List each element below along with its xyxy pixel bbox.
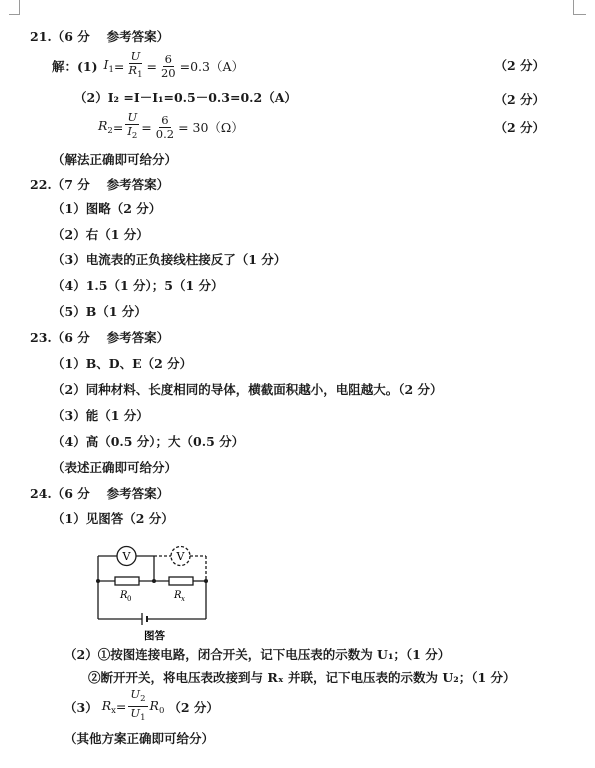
q21-i1-value-denominator: 20 (160, 65, 176, 80)
r0-label: R (120, 590, 128, 601)
q24-rx-r0-symbol: R (149, 697, 159, 713)
q24-header: 24.（6 分 参考答案） (30, 486, 170, 501)
q22-item-2: （2）右（1 分） (52, 227, 149, 242)
q24-rx-denominator: U (130, 706, 141, 720)
page-corner-mark-left (9, 0, 20, 15)
q21-i1-points: （2 分） (494, 58, 545, 73)
q21-i1-fraction (126, 50, 144, 82)
q21-i1-denominator-subscript: 1 (137, 70, 143, 80)
rx-subscript: x (181, 595, 185, 603)
q24-rx-denominator-subscript: 1 (140, 713, 146, 723)
resistor-r0 (115, 577, 139, 585)
q24-rx-r0-subscript: 0 (158, 705, 165, 716)
resistor-rx (169, 577, 193, 585)
q24-item-2a: （2）①按图连接电路，闭合开关，记下电压表的示数为 U₁；（1 分） (64, 647, 451, 662)
q24-rx-numerator-subscript: 2 (140, 694, 146, 704)
voltmeter-label: V (122, 550, 131, 563)
q22-item-5: （5）B（1 分） (52, 304, 147, 319)
q21-i1-numerator: U (130, 49, 141, 63)
q21-i1-value-numerator: 6 (164, 51, 172, 66)
circuit-diagram (92, 540, 214, 644)
q21-solve-label: 解：(1) (52, 59, 98, 74)
q21-r2-points: （2 分） (494, 120, 545, 135)
q21-r2-value-fraction (154, 114, 176, 141)
q24-item-1: （1）见图答（2 分） (52, 511, 174, 526)
q21-i1-value-fraction (159, 53, 178, 80)
q23-item-1: （1）B、D、E（2 分） (52, 356, 193, 371)
junction-middle (152, 579, 156, 583)
q21-r2-value-denominator: 0.2 (155, 126, 175, 141)
q21-r2-numerator: U (127, 110, 138, 124)
q22-item-3: （3）电流表的正负接线柱接反了（1 分） (52, 252, 287, 267)
q24-item-3-prefix: （3） (64, 699, 98, 715)
voltmeter-dashed-label: V (176, 550, 185, 563)
q24-rx-numerator: U (130, 687, 141, 701)
q21-header: 21.（6 分 参考答案） (30, 29, 170, 44)
q21-r2-denominator-subscript: 2 (131, 131, 138, 141)
q22-item-4: （4）1.5（1 分）；5（1 分） (52, 278, 224, 293)
q21-line2: （2）I₂ =I－I₁=0.5－0.3=0.2（A） (74, 90, 297, 105)
q24-rx-subscript: x (111, 705, 116, 716)
q21-r2-equation: $R_2$ = $\frac{U}{I_2}$ = $\frac{6}{0.2}$ = 30（Ω） (98, 110, 244, 141)
q24-rx-fraction (128, 688, 147, 725)
q24-item-3: （3） $R_x$ = $\frac{U_2}{U_1}$ $R_0$ （2 分） (64, 687, 219, 723)
q21-note: （解法正确即可给分） (52, 152, 178, 167)
junction-right (204, 579, 208, 583)
q22-header: 22.（7 分 参考答案） (30, 177, 170, 192)
q23-note: （表述正确即可给分） (52, 460, 178, 475)
q24-item-3-points: （2 分） (168, 699, 219, 715)
q22-item-1: （1）图略（2 分） (52, 201, 162, 216)
q21-r2-value-numerator: 6 (161, 112, 169, 127)
q21-i1-subscript: 1 (108, 65, 114, 75)
q24-item-2b: ②断开开关，将电压表改接到与 Rₓ 并联，记下电压表的示数为 U₂；（1 分） (88, 670, 516, 685)
q21-r2-symbol: R (98, 118, 108, 133)
q24-rx-symbol: R (101, 697, 112, 713)
rx-label: R (174, 590, 182, 601)
q23-item-4: （4）高（0.5 分）；大（0.5 分） (52, 434, 245, 449)
q21-i1-equation: 解：(1) $I_1$ = $\frac{U}{R_1}$ = $\frac{6}{20}$ =0.3（A） (52, 49, 244, 80)
q23-item-3: （3）能（1 分） (52, 408, 149, 423)
q21-r2-fraction (125, 111, 139, 143)
junction-left (96, 579, 100, 583)
circuit-caption: 图答 (144, 630, 165, 642)
q21-r2-subscript: 2 (107, 126, 113, 136)
q23-item-2: （2）同种材料、长度相同的导体，横截面积越小，电阻越大。（2 分） (52, 382, 443, 397)
q21-line2-points: （2 分） (494, 92, 545, 107)
q21-i1-result: =0.3（A） (179, 59, 244, 74)
q21-r2-denominator: I (127, 124, 132, 138)
q21-r2-result: = 30（Ω） (178, 120, 244, 135)
r0-subscript: 0 (127, 595, 132, 603)
q23-header: 23.（6 分 参考答案） (30, 330, 170, 345)
q24-note: （其他方案正确即可给分） (64, 731, 215, 746)
q21-i1-symbol: I (103, 57, 109, 72)
q21-i1-denominator: R (128, 63, 138, 77)
page-corner-mark-right (573, 0, 586, 15)
